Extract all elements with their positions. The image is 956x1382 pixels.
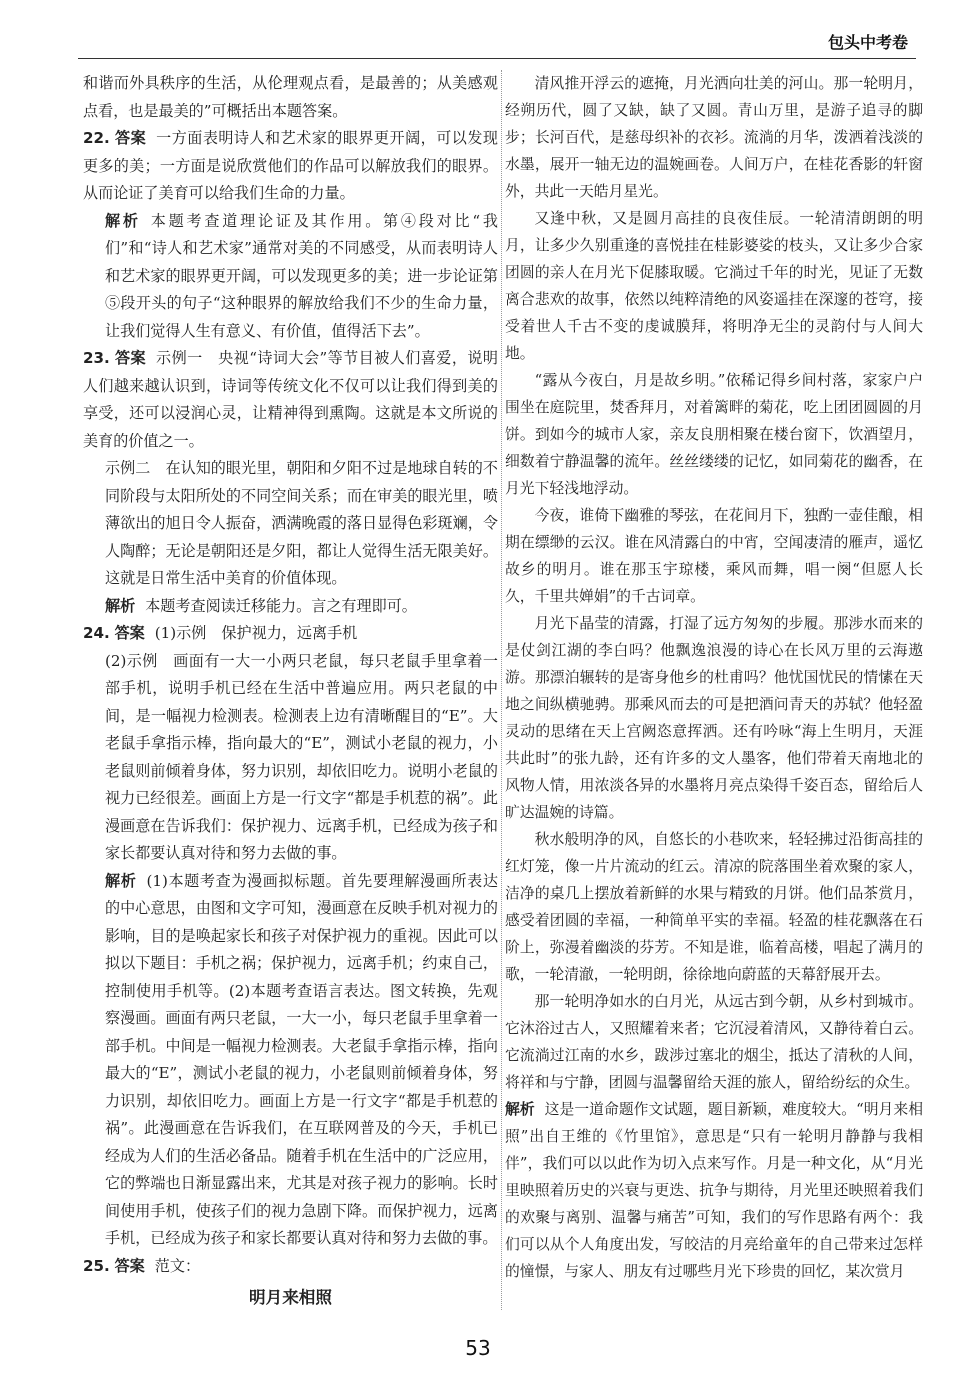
q24-part2: (2)示例 画面有一大一小两只老鼠，每只老鼠手里拿着一部手机，说明手机已经在生活中普遍应用。两只老鼠的中间，是一幅视力检测表。检测表上边有清晰醒目的“E”。大老鼠手拿指示棒，指向最大的“E”，测试小老鼠的视力，小老鼠则前倾着身体，努力识别，却依旧吃力。说明小老鼠的视力已经很差。画面上方是一行文字“都是手机惹的祸”。此漫画意在告诉我们：保护视力、远离手机，已经成为孩子和家长都要认真对待和努力去做的事。 xyxy=(105,651,498,862)
q24-analysis xyxy=(105,868,498,1253)
q23-analysis-tag: 解析 xyxy=(105,596,136,615)
q22-answer xyxy=(83,125,498,208)
q24-analysis-tag: 解析 xyxy=(105,871,137,890)
q23-analysis xyxy=(105,593,498,621)
q24-number: 24. xyxy=(83,624,110,642)
question-22 xyxy=(83,125,498,345)
q25-number: 25. xyxy=(83,1256,110,1275)
q24-part1: (1)示例 保护视力，远离手机 xyxy=(154,624,358,642)
header-title: 包头中考卷 xyxy=(827,33,908,52)
right-column xyxy=(505,70,923,1285)
q23-example2: 示例二 在认知的眼光里，朝阳和夕阳不过是地球自转的不同阶段与太阳所处的不同空间关系；而在审美的眼光里，喷薄欲出的旭日令人振奋，洒满晚霞的落日显得色彩斑斓，令人陶醉；无论是朝阳还是夕阳，都让人觉得生活无限美好。这就是日常生活中美育的价值体现。 xyxy=(105,459,498,587)
q22-number: 22. xyxy=(83,129,110,147)
q25-analysis-text: 这是一道命题作文试题，题目新颖，难度较大。“明月来相照”出自王维的《竹里馆》，意思是“只有一轮明月静静与我相伴”，我们可以以此作为切入点来写作。月是一种文化，从“月光里映照着历史的兴衰与更迭、抗争与期待，月光里还映照着我们的欢聚与离别、温馨与痛苦”可知，我们的写作思路有两个：我们可以从个人角度出发，写皎洁的月亮给童年的自己带来过怎样的憧憬，与家人、朋友有过哪些月光下珍贵的回忆，某次赏月 xyxy=(505,1101,923,1280)
q22-analysis-text: 本题考查道理论证及其作用。第④段对比“我们”和“诗人和艺术家”通常对美的不同感受，从而表明诗人和艺术家的眼界更开阔，可以发现更多的美；进一步论证第⑤段开头的句子“这种眼界的解放给我们不少的生命力量，让我们觉得人生有意义、有价值，值得活下去”。 xyxy=(105,211,498,340)
q22-analysis xyxy=(105,208,498,346)
essay-title: 明月来相照 xyxy=(249,1288,332,1307)
question-24 xyxy=(83,620,498,1253)
q25-answer-tag: 答案 xyxy=(114,1256,145,1275)
q23-example1: 示例一 央视“诗词大会”等节目被人们喜爱，说明人们越来越认识到，诗词等传统文化不仅可以让我们得到美的享受，还可以浸润心灵，让精神得到熏陶。这就是本文所说的美育的价值之一。 xyxy=(83,349,498,450)
q24-analysis-text: (1)本题考查为漫画拟标题。首先要理解漫画所表达的中心意思，由图和文字可知，漫画意在反映手机对视力的影响，目的是唤起家长和孩子对保护视力的重视。因此可以拟以下题目：手机之祸；保护视力，远离手机；约束自己，控制使用手机等。(2)本题考查语言表达。图文转换，先观察漫画。画面有两只老鼠，一大一小，每只老鼠手里拿着一部手机。中间是一幅视力检测表。大老鼠手拿指示棒，指向最大的“E”，测试小老鼠的视力，小老鼠则前倾着身体，努力识别，却依旧吃力。画面上方是一行文字“都是手机惹的祸”。此漫画意在告诉我们，在互联网普及的今天，手机已经成为人们的生活必备品。随着手机在生活中的广泛应用，它的弊端也日渐显露出来，尤其是对孩子视力的影响。长时间使用手机，使孩子们的视力急剧下降。而保护视力，远离手机，已经成为孩子和家长都要认真对待和努力去做的事。 xyxy=(105,871,498,1247)
q24-answer xyxy=(83,620,498,648)
question-25 xyxy=(83,1253,498,1281)
essay-paragraph-6: 秋水般明净的风，自悠长的小巷吹来，轻轻拂过沿街高挂的红灯笼，像一片片流动的红云。清凉的院落围坐着欢聚的家人，洁净的桌几上摆放着新鲜的水果与精致的月饼。他们品茶赏月，感受着团圆的幸福，一种简单平实的幸福。轻盈的桂花飘落在石阶上，弥漫着幽淡的芬芳。不知是谁，临着高楼，唱起了满月的歌，一轮清澈，一轮明朗，徐徐地向蔚蓝的天幕舒展开去。 xyxy=(505,831,923,983)
left-column xyxy=(83,70,498,1312)
q23-answer xyxy=(83,345,498,455)
q25-analysis-tag: 解析 xyxy=(505,1101,535,1118)
essay-paragraph-7: 那一轮明净如水的白月光，从远古到今朝，从乡村到城市。它沐浴过古人，又照耀着来者；它沉浸着清风，又静待着白云。它流淌过江南的水乡，跋涉过塞北的烟尘，抵达了清秋的人间，将祥和与宁静，团圆与温馨留给天涯的旅人，留给纷纭的众生。 xyxy=(505,993,923,1091)
q22-answer-text: 一方面表明诗人和艺术家的眼界更开阔，可以发现更多的美；一方面是说欣赏他们的作品可以解放我们的眼界。从而论证了美育可以给我们生命的力量。 xyxy=(83,129,498,202)
question-23 xyxy=(83,345,498,620)
q22-analysis-tag: 解析 xyxy=(105,211,141,230)
essay-paragraph-5: 月光下晶莹的清露，打湿了远方匆匆的步履。那涉水而来的是仗剑江湖的李白吗？他飘逸浪漫的诗心在长风万里的云海遨游。那漂泊辗转的是寄身他乡的杜甫吗？他忧国忧民的情愫在天地之间纵横驰骋。那乘风而去的可是把酒问青天的苏轼？他轻盈灵动的思绪在天上宫阙恣意挥洒。还有吟咏“海上生明月，天涯共此时”的张九龄，还有许多的文人墨客，他们带着天南地北的风物人情，用浓淡各异的水墨将月亮点染得千姿百态，留给后人旷达温婉的诗篇。 xyxy=(505,615,923,821)
page-number: 53 xyxy=(465,1336,491,1360)
essay-paragraph-4: 今夜，谁倚下幽雅的琴弦，在花间月下，独酌一壶佳酿，相期在缥缈的云汉。谁在风清露白的中宵，空闻凄清的雁声，遥忆故乡的明月。谁在那玉宇琼楼，乘风而舞，唱一阕“但愿人长久，千里共婵娟”的千古词章。 xyxy=(505,507,923,605)
q25-answer xyxy=(83,1253,498,1281)
q25-answer-text: 范文： xyxy=(154,1256,201,1275)
q23-number: 23. xyxy=(83,349,110,367)
essay-paragraph-2: 又逢中秋，又是圆月高挂的良夜佳辰。一轮清清朗朗的明月，让多少久别重逢的喜悦挂在桂影婆娑的枝头，又让多少合家团圆的亲人在月光下促膝取暖。它淌过千年的时光，见证了无数离合悲欢的故事，依然以纯粹清绝的风姿遥挂在深邃的苍穹，接受着世人千古不变的虔诚膜拜，将明净无尘的灵韵付与人间大地。 xyxy=(505,210,923,362)
q24-answer-tag: 答案 xyxy=(114,624,145,642)
header-rule xyxy=(78,58,916,59)
column-divider xyxy=(501,70,502,1310)
essay-paragraph-3: “露从今夜白，月是故乡明。”依稀记得乡间村落，家家户户围坐在庭院里，焚香拜月，对着篱畔的菊花，吃上团团圆圆的月饼。到如今的城市人家，亲友良朋相聚在楼台窗下，饮酒望月，细数着宁静温馨的流年。丝丝缕缕的记忆，如同菊花的幽香，在月光下轻浅地浮动。 xyxy=(505,372,923,497)
q23-answer-tag: 答案 xyxy=(114,349,147,367)
q25-analysis xyxy=(505,1096,923,1285)
q22-answer-tag: 答案 xyxy=(115,129,147,147)
continuation-text: 和谐而外具秩序的生活，从伦理观点看，是最善的；从美感观点看，也是最美的”可概括出本题答案。 xyxy=(83,74,498,120)
q23-analysis-text: 本题考查阅读迁移能力。言之有理即可。 xyxy=(145,596,417,615)
essay-paragraph-1: 清风推开浮云的遮掩，月光洒向壮美的河山。那一轮明月，经朔历代，圆了又缺，缺了又圆。青山万里，是游子追寻的脚步；长河百代，是慈母织补的衣衫。流淌的月华，泼洒着浅淡的水墨，展开一轴无边的温婉画卷。人间万户，在桂花香影的轩窗外，共此一天皓月星光。 xyxy=(505,75,923,200)
